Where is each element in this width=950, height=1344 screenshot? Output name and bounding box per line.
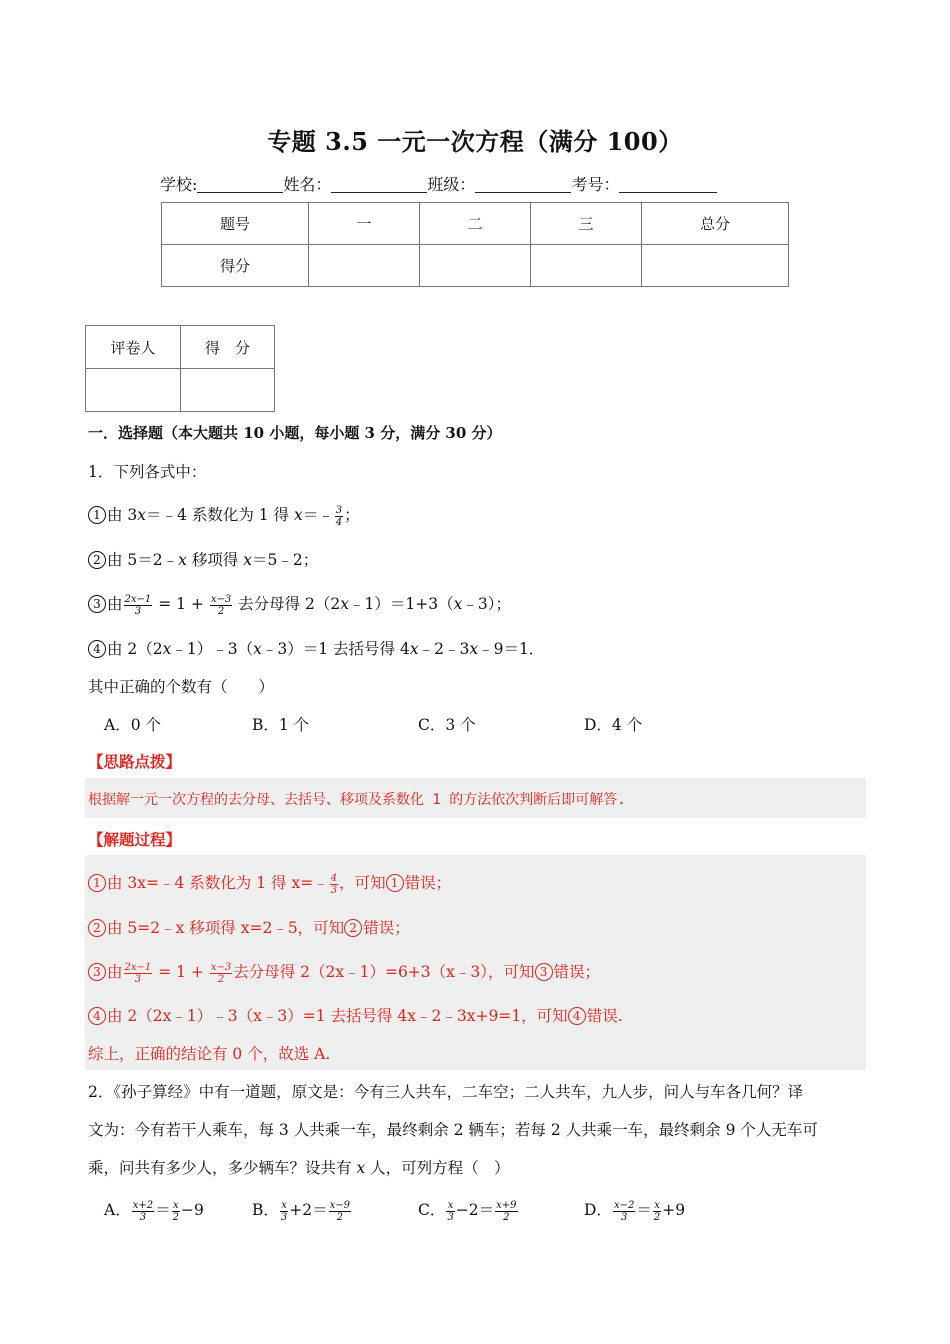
page-title: 专题 3.5 一元一次方程（满分 100）: [267, 127, 683, 156]
name-field[interactable]: [331, 174, 427, 193]
q1-item-1: 1 由 3x＝﹣4 系数化为 1 得 x＝﹣ $\frac{3}{4}$ ；: [88, 503, 360, 528]
fraction: $\frac{x-3}{2}$: [210, 593, 232, 617]
q2-option-a[interactable]: A． $\frac{x+2}{3}$ ＝ $\frac{x}{2}$ −9: [104, 1199, 204, 1223]
name-label: 姓名：: [283, 175, 332, 194]
school-field[interactable]: [197, 174, 283, 193]
circle-marker: 2: [88, 551, 106, 569]
solution-line-3: 3 由 $\frac{2x-1}{3}$ = 1 + $\frac{x-3}{2}$ 去分母得 2（2x﹣1）=6+3（x﹣3），可知 3 错误；: [88, 960, 600, 985]
school-label: 学校:: [160, 175, 198, 194]
circle-marker: 3: [535, 963, 553, 981]
fraction: $\frac{x-2}{3}$: [613, 1199, 635, 1223]
circle-marker: 4: [88, 640, 106, 658]
score-header-cell: 题号: [162, 203, 309, 245]
score-header-cell: 总分: [642, 203, 789, 245]
fraction: $\frac{2x-1}{3}$: [124, 961, 152, 985]
q2-option-d[interactable]: D． $\frac{x-2}{3}$ ＝ $\frac{x}{2}$ +9: [584, 1199, 686, 1223]
exam-no-label: 考号：: [571, 175, 620, 194]
q1-option-c[interactable]: C．3 个: [418, 716, 476, 734]
score-cell[interactable]: [309, 245, 420, 287]
solution-line-1: 1 由 3x=﹣4 系数化为 1 得 x=﹣ $\frac{4}{3}$ ，可知 1 错误；: [88, 871, 451, 896]
circle-marker: 4: [568, 1007, 586, 1025]
fraction: $\frac{4}{3}$: [330, 872, 338, 896]
circle-marker: 2: [88, 919, 106, 937]
fraction: $\frac{x-3}{2}$: [210, 961, 232, 985]
q2-option-b[interactable]: B． $\frac{x}{3}$ +2＝ $\frac{x-9}{2}$: [252, 1199, 351, 1223]
score-row-label: 得分: [162, 245, 309, 287]
circle-marker: 1: [88, 506, 106, 524]
fraction: $\frac{x}{2}$: [653, 1199, 661, 1223]
q1-option-a[interactable]: A．0 个: [104, 716, 161, 734]
fraction: $\frac{x+9}{2}$: [496, 1199, 517, 1223]
q2-line-1: 2．《孙子算经》中有一道题，原文是：今有三人共车，二车空；二人共车，九人步，问人与车各几何？译: [88, 1083, 804, 1101]
grader-table: [85, 325, 275, 412]
score-header-cell: 三: [531, 203, 642, 245]
q1-option-b[interactable]: B．1 个: [252, 716, 310, 734]
circle-marker: 1: [88, 874, 106, 892]
q1-item-4: 4 由 2（2x﹣1）﹣3（x﹣3）＝1 去括号得 4x﹣2﹣3x﹣9＝1．: [88, 637, 544, 659]
score-table: [161, 202, 789, 287]
score-cell[interactable]: [531, 245, 642, 287]
grader-cell[interactable]: [86, 369, 181, 412]
fraction: $\frac{x}{3}$: [447, 1199, 454, 1223]
exam-no-field[interactable]: [619, 174, 717, 193]
fraction: $\frac{x-9}{2}$: [329, 1199, 351, 1223]
solution-line-2: 2 由 5=2﹣x 移项得 x=2﹣5，可知 2 错误；: [88, 916, 410, 938]
fraction: $\frac{3}{4}$: [335, 504, 343, 528]
fraction: $\frac{x+2}{3}$: [132, 1199, 154, 1223]
circle-marker: 1: [386, 874, 404, 892]
score-cell[interactable]: [420, 245, 531, 287]
circle-marker: 4: [88, 1007, 106, 1025]
q1-stem: 1．下列各式中：: [88, 463, 207, 481]
circle-marker: 3: [88, 963, 106, 981]
q2-line-3: 乘，问共有多少人，多少辆车？设共有 x 人，可列方程（ ）: [88, 1159, 510, 1177]
class-field[interactable]: [475, 174, 571, 193]
solution-conclusion: 综上，正确的结论有 0 个，故选 A.: [88, 1045, 331, 1063]
fraction: $\frac{x}{2}$: [172, 1199, 179, 1223]
fraction: $\frac{2x-1}{3}$: [124, 593, 152, 617]
grader-label: 评卷人: [86, 326, 181, 369]
q2-option-c[interactable]: C． $\frac{x}{3}$ −2＝ $\frac{x+9}{2}$: [418, 1199, 517, 1223]
q1-item-3: 3 由 $\frac{2x-1}{3}$ = 1 + $\frac{x-3}{2}$ 去分母得 2（2x﹣1）＝1+3（x﹣3）；: [88, 592, 511, 617]
q1-item-2: 2 由 5＝2﹣x 移项得 x＝5﹣2；: [88, 548, 318, 570]
grader-score-cell[interactable]: [181, 369, 275, 412]
score-header-cell: 二: [420, 203, 531, 245]
score-cell[interactable]: [642, 245, 789, 287]
hint-title: 【思路点拨】: [88, 752, 182, 771]
grader-score-label: 得 分: [181, 326, 275, 369]
student-info-line: [160, 172, 790, 195]
q1-option-d[interactable]: D．4 个: [584, 716, 643, 734]
score-header-cell: 一: [309, 203, 420, 245]
circle-marker: 2: [344, 919, 362, 937]
section-heading: 一．选择题（本大题共 10 小题，每小题 3 分，满分 30 分）: [88, 424, 502, 442]
solution-title: 【解题过程】: [88, 830, 182, 849]
q2-line-2: 文为：今有若干人乘车，每 3 人共乘一车，最终剩余 2 辆车；若每 2 人共乘一车，最终剩余 9 个人无车可: [88, 1121, 818, 1139]
class-label: 班级：: [427, 175, 476, 194]
circle-marker: 3: [88, 595, 106, 613]
solution-line-4: 4 由 2（2x﹣1）﹣3（x﹣3）=1 去括号得 4x﹣2﹣3x+9=1，可知 4 错误.: [88, 1004, 623, 1026]
fraction: $\frac{x}{3}$: [280, 1199, 288, 1223]
hint-text: 根据解一元一次方程的去分母、去括号、移项及系数化 1 的方法依次判断后即可解答.: [88, 792, 626, 808]
q1-ask: 其中正确的个数有（ ）: [88, 678, 275, 696]
